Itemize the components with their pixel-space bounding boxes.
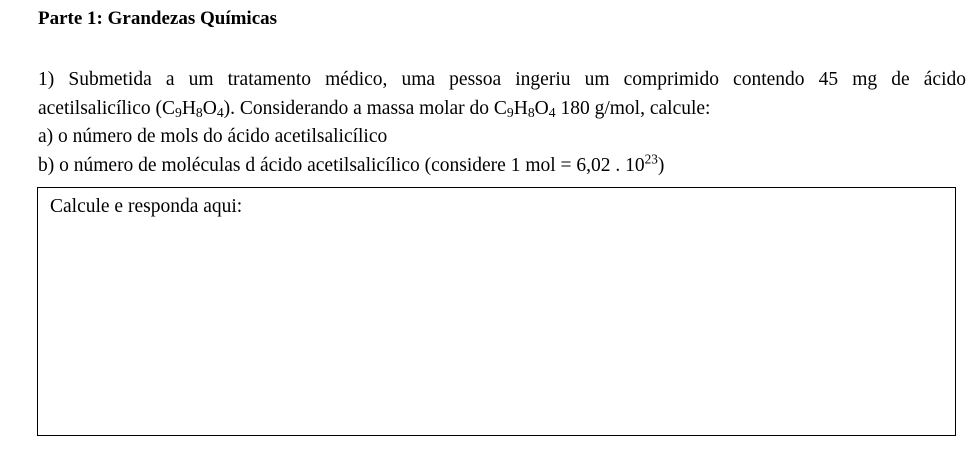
question-line-2-mid: ). Considerando a massa molar do	[223, 97, 494, 119]
question-line-2-end: 180 g/mol, calcule:	[555, 97, 711, 119]
question-line-1: 1) Submetida a um tratamento médico, uma pessoa ingeriu um comprimido contendo 45 mg de ácido	[38, 69, 966, 90]
answer-box-label: Calcule e responda aqui:	[50, 196, 243, 217]
question-1	[38, 66, 966, 180]
question-item-b-close: )	[657, 154, 665, 176]
question-line-2	[38, 95, 966, 124]
question-item-b-text: b) o número de moléculas d ácido acetilsalicílico (considere 1 mol = 6,02 . 10	[38, 154, 645, 176]
chemical-formula: $C_9H_8O_4$	[161, 97, 224, 120]
section-title: Parte 1: Grandezas Químicas	[38, 8, 278, 29]
question-line-2-start: acetilsalicílico (	[38, 97, 162, 119]
answer-box[interactable]	[37, 187, 956, 436]
chemical-formula: $C_9H_8O_4$	[493, 97, 556, 120]
exponent: 23	[644, 151, 658, 167]
question-item-a: a) o número de mols do ácido acetilsalicílico	[38, 126, 388, 147]
question-item-b	[38, 152, 966, 181]
